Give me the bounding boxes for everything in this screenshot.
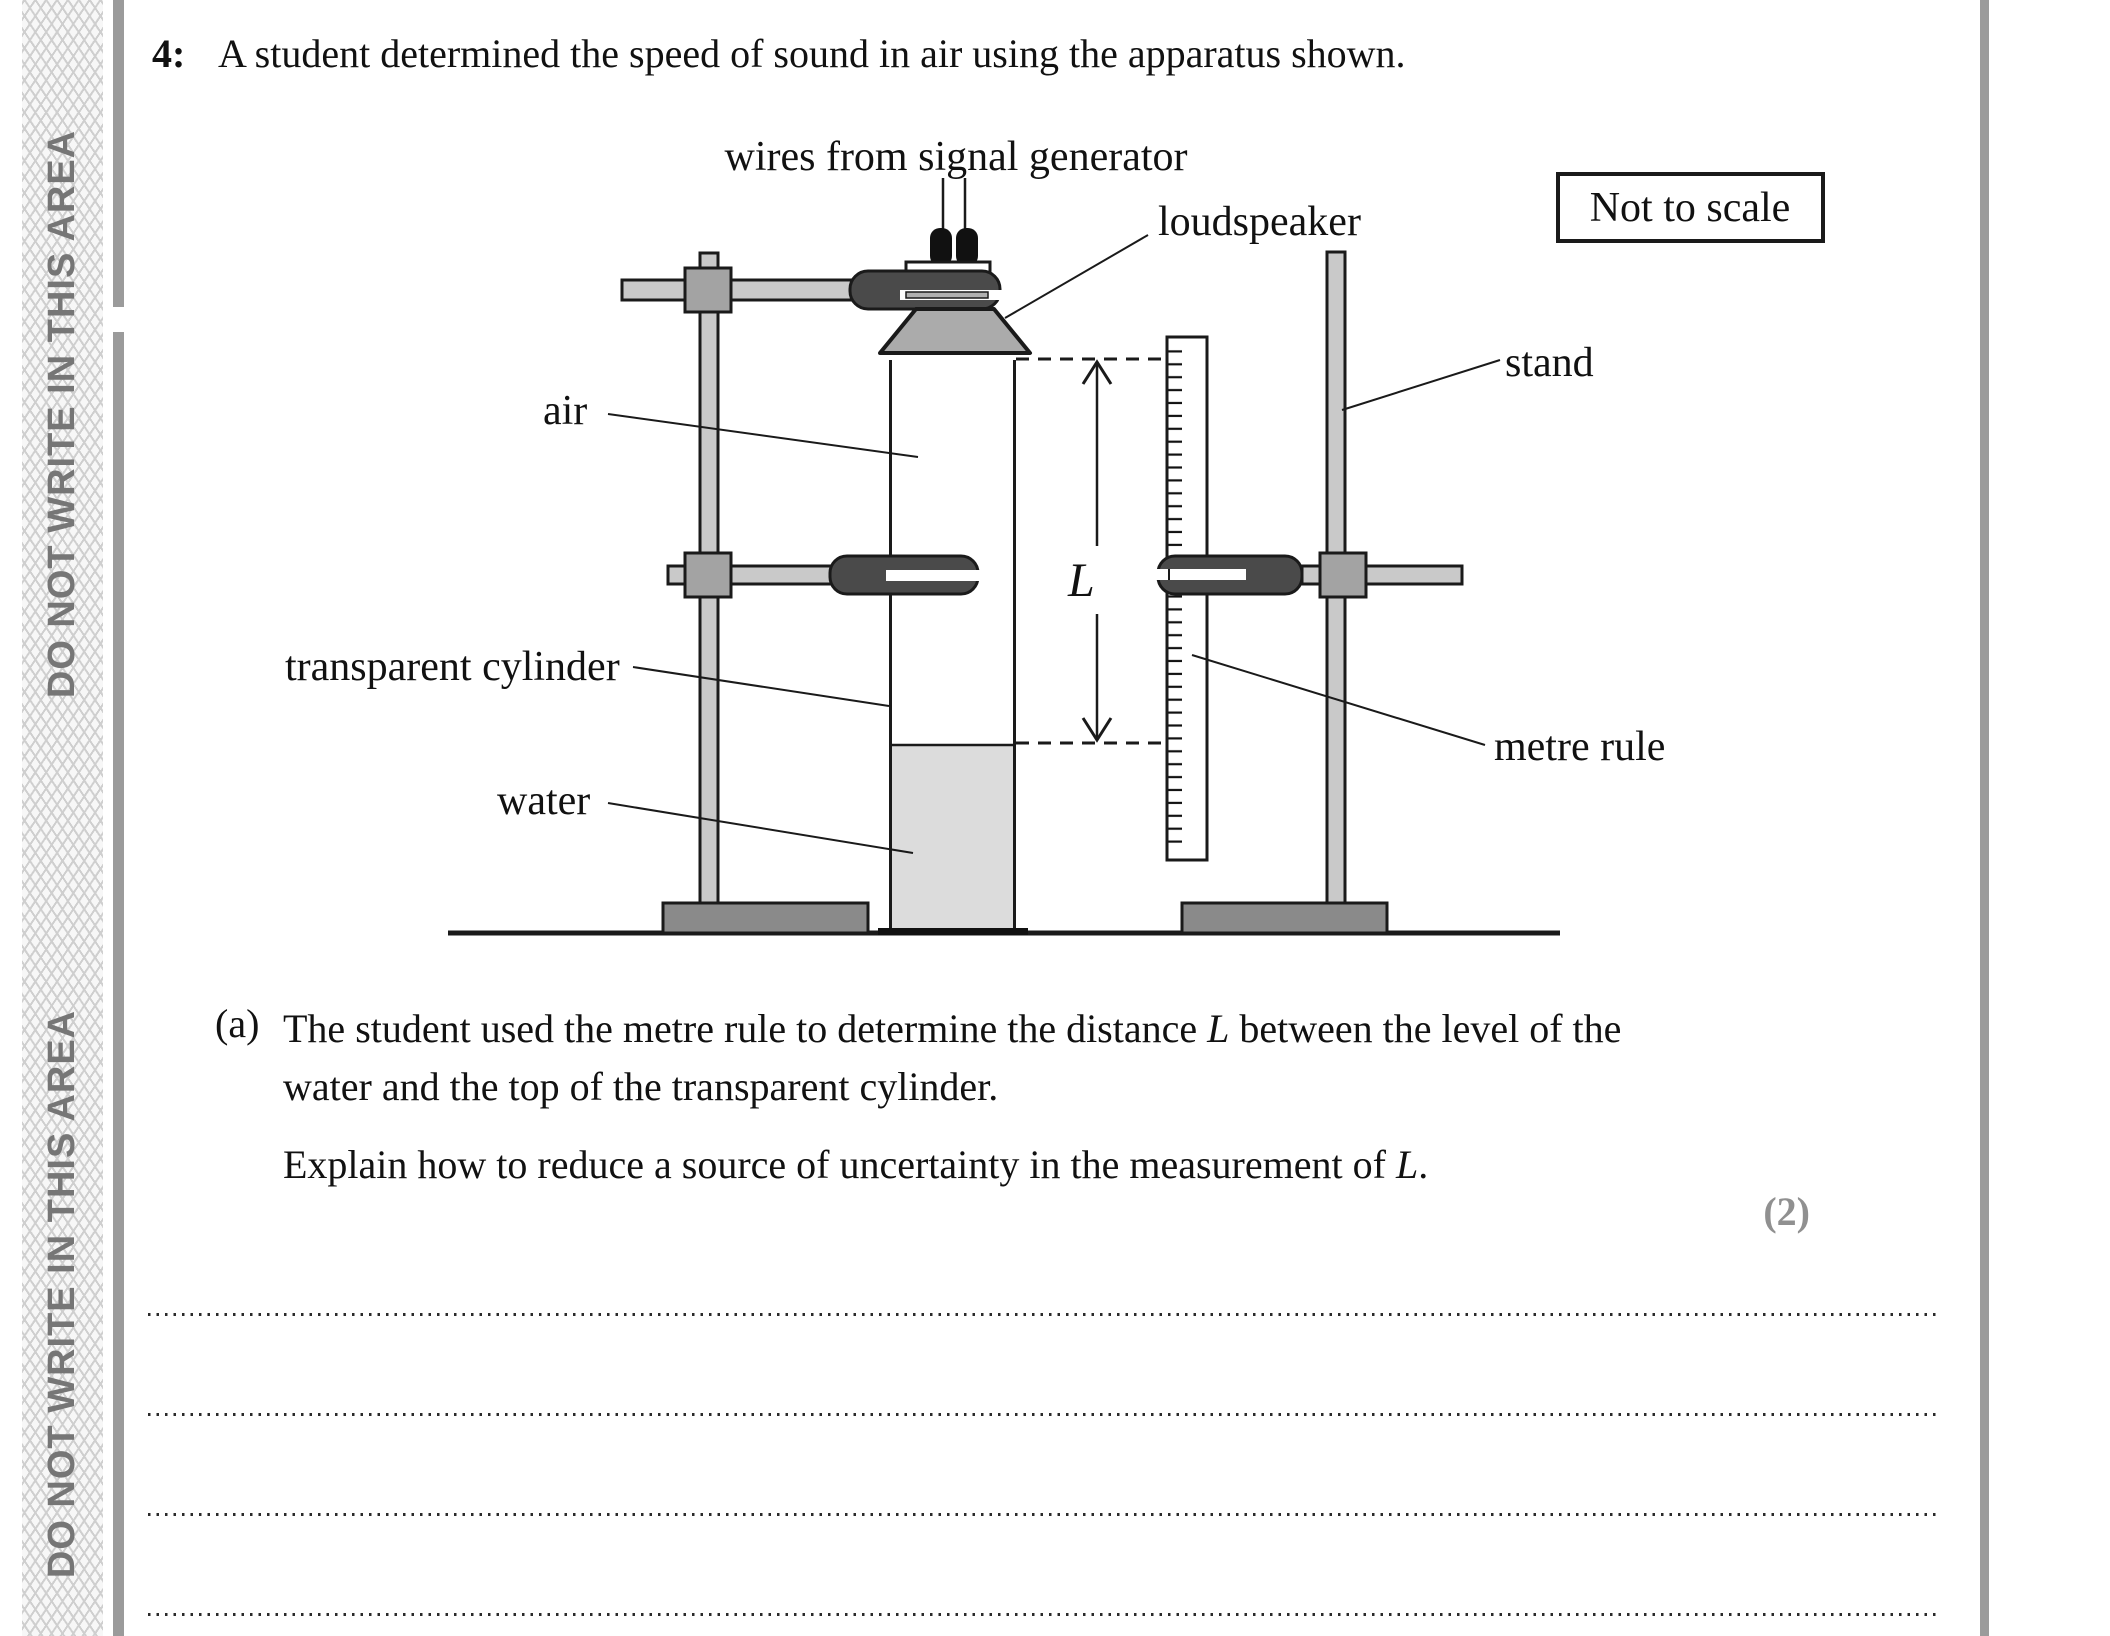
right-stand-mid-boss	[1320, 553, 1366, 597]
left-stand-base	[663, 903, 868, 933]
question-text: A student determined the speed of sound in air using the apparatus shown.	[218, 31, 1406, 76]
L-symbol: L	[1207, 1006, 1230, 1051]
L-symbol: L	[1395, 1142, 1419, 1187]
cylinder-bottom	[878, 928, 1028, 935]
answer-line-3	[148, 1513, 1940, 1516]
water-leader	[608, 803, 913, 853]
do-not-write-warning-bottom: DO NOT WRITE IN THIS AREA	[41, 1009, 83, 1579]
speaker-terminal-right	[956, 228, 978, 266]
part-a-text	[283, 1000, 1621, 1194]
loudspeaker-label: loudspeaker	[1158, 199, 1361, 245]
speaker-terminal-left	[930, 228, 952, 266]
part-a-block	[215, 1000, 1815, 1194]
answer-line-1	[148, 1313, 1940, 1316]
do-not-write-warning-top: DO NOT WRITE IN THIS AREA	[41, 129, 83, 699]
marks-badge: (2)	[1763, 1189, 1810, 1234]
metre-rule-label: metre rule	[1494, 724, 1666, 770]
left-stand-mid-boss	[685, 553, 731, 597]
air-label: air	[543, 388, 588, 434]
air-leader	[608, 414, 918, 457]
water-label: water	[497, 778, 591, 824]
left-stand-top-boss	[685, 268, 731, 312]
left-stand-mid-bar	[731, 566, 837, 584]
cylinder-clamp-slot	[886, 570, 982, 581]
question-number: 4:	[152, 31, 186, 76]
part-a-line-2: water and the top of the transparent cylinder.	[283, 1064, 999, 1109]
part-a-prompt: Explain how to reduce a source of uncertainty in the measurement of L.	[283, 1142, 1429, 1187]
part-a-line-1: The student used the metre rule to determine the distance L between the level of the	[283, 1006, 1622, 1051]
loudspeaker-leader	[1005, 235, 1148, 318]
rule-clamp-slot	[1154, 569, 1246, 580]
stand-leader	[1342, 360, 1500, 410]
metre-rule-ticks	[1169, 345, 1206, 851]
part-a-label: (a)	[215, 1001, 260, 1046]
right-stand-mid-bar	[1366, 566, 1462, 584]
transparent-cylinder-label: transparent cylinder	[285, 644, 620, 690]
stand-label: stand	[1505, 340, 1594, 386]
water-fill	[892, 745, 1013, 929]
right-stand-base	[1182, 903, 1387, 933]
answer-line-2	[148, 1413, 1940, 1416]
wires-label: wires from signal generator	[724, 134, 1188, 180]
cylinder-leader	[633, 667, 889, 706]
left-stand-mid-stub	[668, 566, 685, 584]
distance-L-label: L	[1068, 554, 1095, 607]
not-to-scale-label: Not to scale	[1589, 185, 1791, 231]
left-stand-top-bar	[622, 280, 852, 300]
answer-line-4	[148, 1613, 1940, 1616]
speaker-frame-plate	[906, 292, 988, 298]
